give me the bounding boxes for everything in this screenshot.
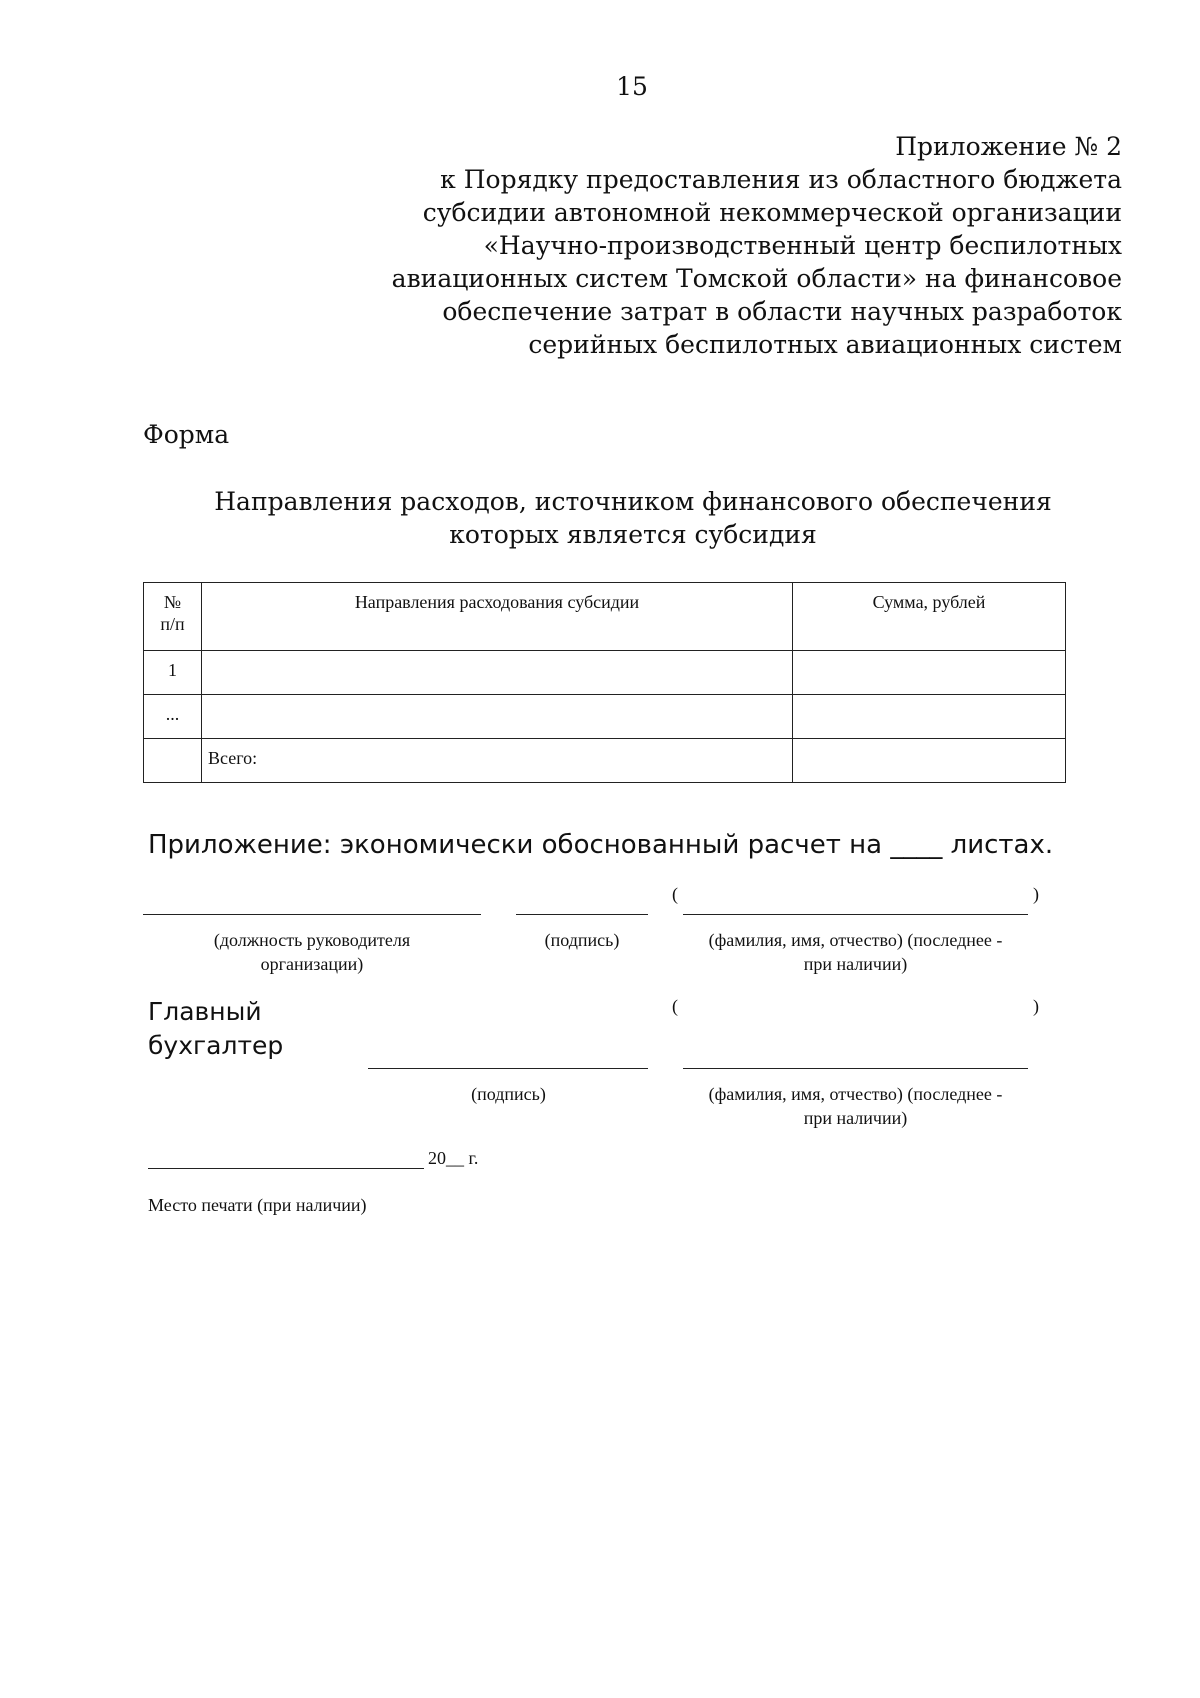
appendix-line: к Порядку предоставления из областного бюджета	[440, 165, 1122, 194]
open-paren: (	[672, 996, 678, 1016]
row-sum[interactable]	[793, 651, 1066, 695]
appendix-line: авиационных систем Томской области» на финансовое	[391, 264, 1122, 293]
header-number-line: п/п	[160, 614, 185, 634]
row-direction[interactable]	[202, 651, 793, 695]
appendix-line: Приложение № 2	[895, 132, 1122, 161]
head-signature-caption: (подпись)	[544, 930, 620, 950]
appendix-line: серийных беспилотных авиационных систем	[528, 330, 1122, 359]
chief-signature-line[interactable]	[368, 1068, 648, 1069]
date-year: 20__ г.	[428, 1148, 479, 1168]
caption-line: при наличии)	[803, 1108, 908, 1128]
caption-line: (фамилия, имя, отчество) (последнее -	[708, 1084, 1003, 1104]
chief-accountant-line: Главный	[148, 997, 262, 1026]
seal-place: Место печати (при наличии)	[148, 1195, 367, 1215]
annex-line: Приложение: экономически обоснованный расчет на ____ листах.	[148, 830, 1054, 860]
chief-accountant-label	[148, 995, 283, 1063]
row-sum[interactable]	[793, 695, 1066, 739]
appendix-line: обеспечение затрат в области научных разработок	[442, 297, 1122, 326]
expense-table	[143, 582, 1066, 783]
total-sum[interactable]	[793, 739, 1066, 783]
caption-line: при наличии)	[803, 954, 908, 974]
head-name-line[interactable]	[683, 914, 1028, 915]
document-title-line: Направления расходов, источником финансового обеспечения	[214, 487, 1052, 516]
form-label: Форма	[143, 420, 230, 449]
table-row	[144, 651, 1066, 695]
chief-signature-caption: (подпись)	[471, 1084, 546, 1104]
chief-name-caption	[683, 1082, 1028, 1130]
caption-line: (фамилия, имя, отчество) (последнее -	[708, 930, 1003, 950]
row-direction[interactable]	[202, 695, 793, 739]
document-title-line: которых является субсидия	[449, 520, 817, 549]
total-label: Всего:	[202, 739, 793, 783]
chief-name-line[interactable]	[683, 1068, 1028, 1069]
header-sum: Сумма, рублей	[793, 583, 1066, 651]
close-paren: )	[1033, 884, 1039, 904]
close-paren: )	[1033, 996, 1039, 1016]
caption-line: (должность руководителя	[213, 930, 411, 950]
appendix-header	[342, 130, 1122, 361]
table-header-row	[144, 583, 1066, 651]
header-number-line: №	[163, 592, 182, 612]
head-name-caption	[683, 928, 1028, 976]
header-number	[144, 583, 202, 651]
date-line[interactable]	[148, 1168, 424, 1169]
row-number: ...	[144, 695, 202, 739]
head-signature-line[interactable]	[516, 914, 648, 915]
open-paren: (	[672, 884, 678, 904]
document-title	[143, 485, 1123, 551]
head-position-caption	[143, 928, 481, 976]
appendix-line: субсидии автономной некоммерческой организации	[422, 198, 1122, 227]
page-number: 15	[616, 72, 648, 101]
table-total-row	[144, 739, 1066, 783]
appendix-line: «Научно-производственный центр беспилотных	[483, 231, 1122, 260]
table-row	[144, 695, 1066, 739]
caption-line: организации)	[260, 954, 364, 974]
header-direction: Направления расходования субсидии	[202, 583, 793, 651]
head-position-line[interactable]	[143, 914, 481, 915]
total-number-cell	[144, 739, 202, 783]
row-number: 1	[144, 651, 202, 695]
chief-accountant-line: бухгалтер	[148, 1031, 284, 1060]
